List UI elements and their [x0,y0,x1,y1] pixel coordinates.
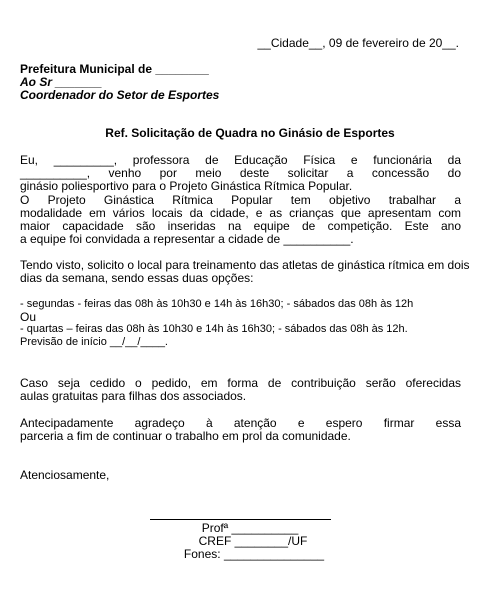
paragraph-2-line-2: modalidade em vários locais da cidade, e as crianças que apresentam com [20,206,461,220]
signature-name: Profª __________ [201,521,299,535]
subject-line: Ref. Solicitação de Quadra no Ginásio de Esportes [105,126,395,140]
paragraph-3-line-1: Tendo visto, solicito o local para treinamento das atletas de ginástica rítmica em dois [20,258,470,272]
paragraph-1-line-1: Eu, _________, professora de Educação Física e funcionária da [20,153,461,167]
closing: Atenciosamente, [20,468,110,482]
paragraph-4-line-2: aulas gratuitas para filhas dos associados. [20,389,247,403]
paragraph-5-line-2: parceria a fim de continuar o trabalho em prol da comunidade. [20,429,351,443]
paragraph-2-line-4: a equipe foi convidada a representar a cidade de __________. [20,232,354,246]
paragraph-3-line-2: dias da semana, sendo essas duas opções: [20,271,254,285]
recipient-line-3: Coordenador do Setor de Esportes [20,88,220,102]
start-forecast: Previsão de início __/__/____. [20,336,168,348]
schedule-or: Ou [20,310,37,324]
paragraph-2-line-3: maior capacidade são inseridas na equipe de competição. Este ano [20,219,461,233]
signature-phones: Fones: _______________ [183,547,325,561]
paragraph-5-line-1: Antecipadamente agradeço à atenção e espero firmar essa [20,416,461,430]
paragraph-2-line-1: O Projeto Ginástica Rítmica Popular tem objetivo trabalhar a [20,193,461,207]
paragraph-4-line-1: Caso seja cedido o pedido, em forma de contribuição serão oferecidas [20,376,461,390]
paragraph-1-line-3: ginásio poliesportivo para o Projeto Ginástica Rítmica Popular. [20,179,353,193]
signature-rule [150,519,331,520]
paragraph-1-line-2: __________, venho por meio deste solicitar a concessão do [20,166,461,180]
date-line: __Cidade__, 09 de fevereiro de 20__. [257,36,459,50]
recipient-line-1: Prefeitura Municipal de ________ [20,62,209,76]
recipient-line-2: Ao Sr _______ [20,75,103,89]
schedule-option-1: - segundas - feiras das 08h às 10h30 e 14h às 16h30; - sábados das 08h às 12h [20,298,414,310]
signature-cref: CREF ________/UF [198,534,308,548]
schedule-option-2: - quartas – feiras das 08h às 10h30 e 14h às 16h30; - sábados das 08h às 12h. [20,323,408,335]
